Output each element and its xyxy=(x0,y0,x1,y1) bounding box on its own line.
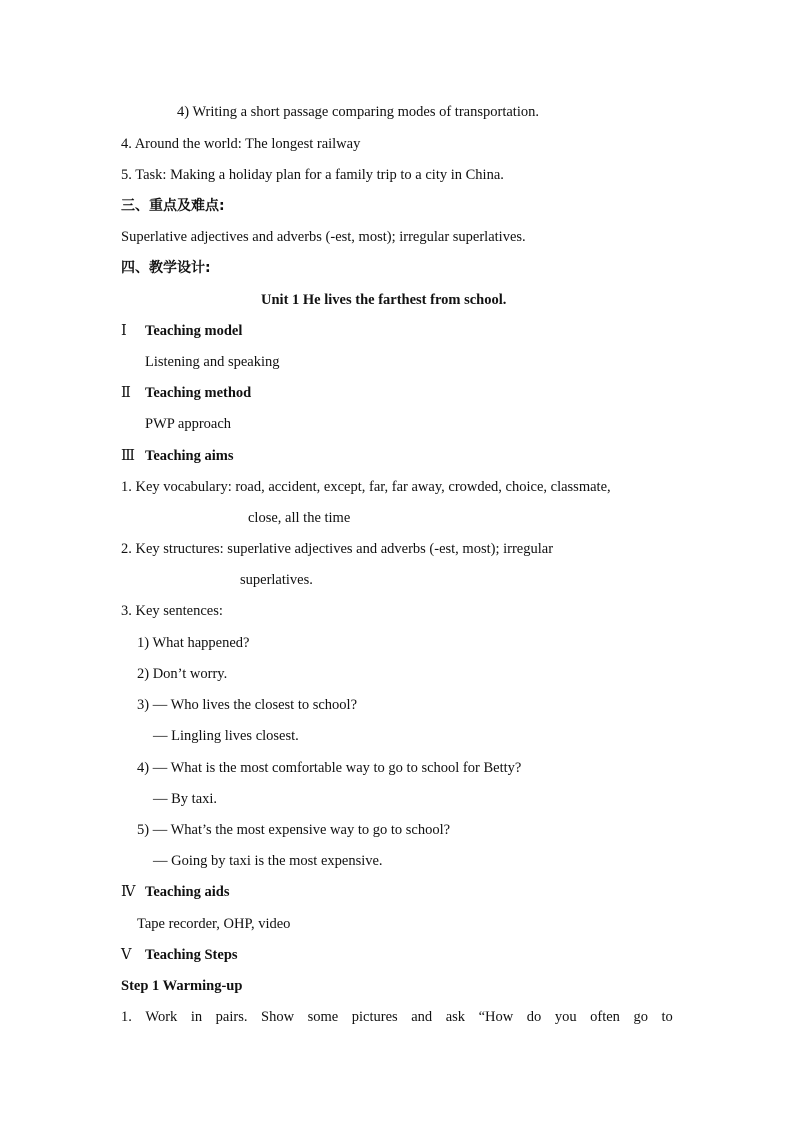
section-heading xyxy=(121,449,234,464)
text-line: — Going by taxi is the most expensive. xyxy=(153,853,383,869)
word: 1. xyxy=(121,1009,132,1025)
section-heading xyxy=(121,386,251,401)
section-number: Ⅱ xyxy=(121,385,131,401)
text-line: Tape recorder, OHP, video xyxy=(137,916,291,932)
section-heading xyxy=(121,948,238,963)
section-title: Teaching Steps xyxy=(145,947,238,963)
word: Work xyxy=(145,1009,178,1025)
text-line: 4) Writing a short passage comparing modes of transportation. xyxy=(177,104,539,120)
text-line: 3) — Who lives the closest to school? xyxy=(137,697,358,713)
word: ask xyxy=(445,1009,466,1025)
text-line: 3. Key sentences: xyxy=(121,603,223,619)
section-heading xyxy=(121,324,242,339)
section-number: Ⅳ xyxy=(121,884,136,900)
word: pictures xyxy=(351,1009,398,1025)
text-line: — By taxi. xyxy=(153,791,218,807)
text-line: 2. Key structures: superlative adjectives and adverbs (-est, most); irregular xyxy=(121,541,554,557)
text-line: PWP approach xyxy=(145,416,232,432)
word: “How xyxy=(478,1009,514,1025)
section-number: Ⅲ xyxy=(121,448,135,464)
section-title: Teaching aims xyxy=(145,448,234,464)
word: in xyxy=(190,1009,203,1025)
word: often xyxy=(590,1009,620,1025)
text-line: 1. Key vocabulary: road, accident, except, far, far away, crowded, choice, classmate, xyxy=(121,479,611,495)
word: Show xyxy=(261,1009,295,1025)
section-heading: 三、重点及难点: xyxy=(121,198,225,214)
word: go xyxy=(633,1009,648,1025)
word: pairs. xyxy=(215,1009,248,1025)
text-line: Listening and speaking xyxy=(145,354,280,370)
text-line: 2) Don’t worry. xyxy=(137,666,228,682)
word: you xyxy=(554,1009,577,1025)
unit-title: Unit 1 He lives the farthest from school. xyxy=(261,292,507,308)
text-line: close, all the time xyxy=(248,510,351,526)
section-number: Ⅴ xyxy=(121,947,132,963)
word: some xyxy=(307,1009,339,1025)
word: and xyxy=(411,1009,433,1025)
text-line: 1) What happened? xyxy=(137,635,250,651)
text-line: 5. Task: Making a holiday plan for a family trip to a city in China. xyxy=(121,167,504,183)
section-title: Teaching model xyxy=(145,323,243,339)
text-line: 5) — What’s the most expensive way to go to school? xyxy=(137,822,451,838)
text-line: superlatives. xyxy=(240,572,313,588)
section-number: Ⅰ xyxy=(121,323,127,339)
word: do xyxy=(526,1009,542,1025)
justified-text-line xyxy=(121,1010,673,1025)
text-line: 4. Around the world: The longest railway xyxy=(121,136,361,152)
section-heading xyxy=(121,885,229,900)
word: to xyxy=(661,1009,673,1025)
step-heading: Step 1 Warming-up xyxy=(121,978,243,994)
text-line: — Lingling lives closest. xyxy=(153,728,299,744)
section-title: Teaching method xyxy=(145,385,252,401)
section-heading: 四、教学设计: xyxy=(121,260,211,276)
text-line: 4) — What is the most comfortable way to go to school for Betty? xyxy=(137,760,522,776)
text-line: Superlative adjectives and adverbs (-est, most); irregular superlatives. xyxy=(121,229,526,245)
section-title: Teaching aids xyxy=(145,884,230,900)
